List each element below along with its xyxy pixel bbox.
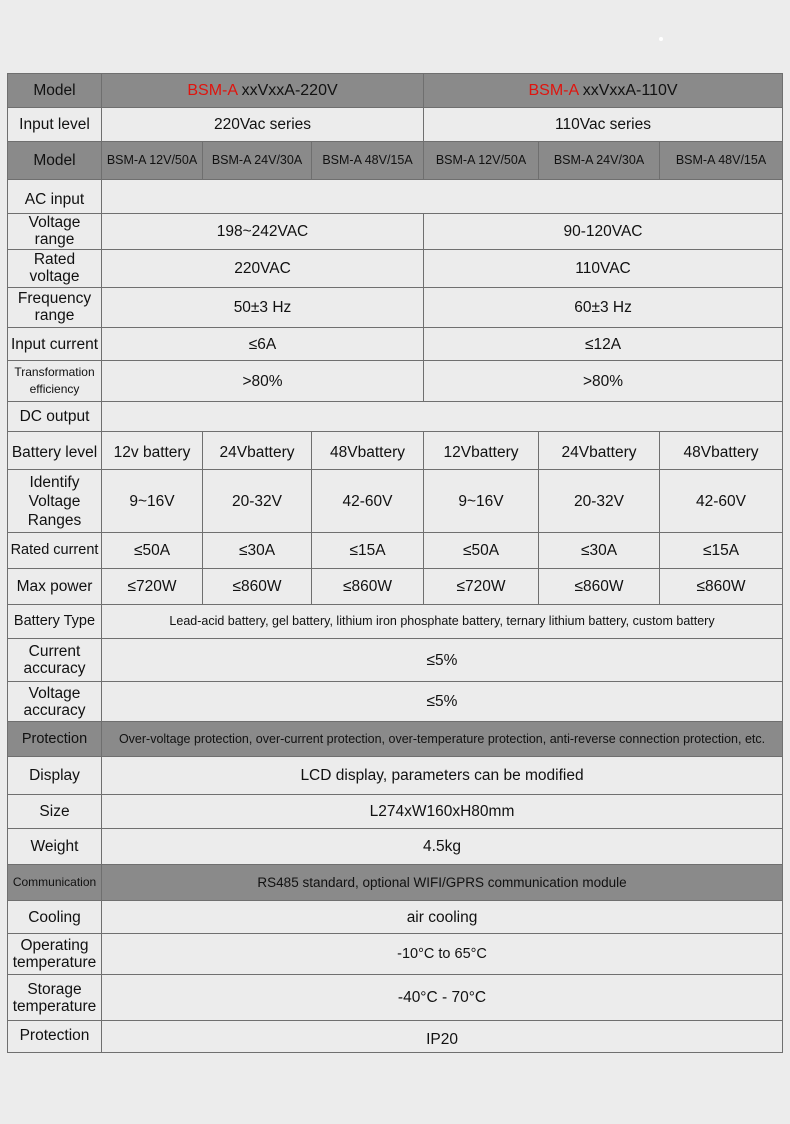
ac-input-row	[8, 180, 783, 213]
identify-range-cell: 20-32V	[203, 470, 312, 532]
storage-temp-row	[8, 975, 783, 1020]
max-power-cell: ≤860W	[539, 568, 660, 604]
model-sub-cell: BSM-A 12V/50A	[424, 142, 539, 180]
protection-row	[8, 722, 783, 756]
dc-output-blank	[102, 402, 783, 432]
efficiency-110: >80%	[424, 361, 783, 402]
rated-voltage-220: 220VAC	[102, 249, 424, 287]
display-value: LCD display, parameters can be modified	[102, 756, 783, 794]
model-sub-cell: BSM-A 24V/30A	[539, 142, 660, 180]
cooling-row	[8, 901, 783, 934]
model-sub-cell: BSM-A 48V/15A	[312, 142, 424, 180]
battery-level-cell: 48Vbattery	[312, 432, 424, 470]
rated-current-row	[8, 532, 783, 568]
max-power-cell: ≤860W	[312, 568, 424, 604]
identify-range-cell: 9~16V	[102, 470, 203, 532]
max-power-cell: ≤860W	[660, 568, 783, 604]
spec-table	[7, 73, 783, 1053]
operating-temp-row	[8, 934, 783, 975]
rated-current-cell: ≤50A	[102, 532, 203, 568]
battery-type-label: Battery Type	[8, 605, 102, 639]
brand-text: BSM-A	[528, 82, 579, 100]
battery-level-cell: 12v battery	[102, 432, 203, 470]
model-110v	[424, 74, 783, 108]
communication-row	[8, 865, 783, 901]
voltage-range-110: 90-120VAC	[424, 213, 783, 249]
voltage-accuracy-value: ≤5%	[102, 682, 783, 722]
voltage-accuracy-row	[8, 682, 783, 722]
model-sub-cell: BSM-A 12V/50A	[102, 142, 203, 180]
current-accuracy-row	[8, 639, 783, 682]
communication-label: Communication	[8, 865, 102, 901]
input-current-220: ≤6A	[102, 327, 424, 360]
size-label: Size	[8, 794, 102, 828]
current-accuracy-value: ≤5%	[102, 639, 783, 682]
battery-type-value: Lead-acid battery, gel battery, lithium iron phosphate battery, ternary lithium battery, custom battery	[102, 605, 783, 639]
identify-ranges-row	[8, 470, 783, 532]
ac-input-label: AC input	[8, 180, 102, 213]
dc-output-label: DC output	[8, 402, 102, 432]
efficiency-row	[8, 361, 783, 402]
display-row	[8, 756, 783, 794]
current-accuracy-label: Current accuracy	[8, 639, 102, 682]
model-220v	[102, 74, 424, 108]
input-level-220: 220Vac series	[102, 108, 424, 142]
operating-temp-label: Operating temperature	[8, 934, 102, 975]
battery-type-row	[8, 605, 783, 639]
display-label: Display	[8, 756, 102, 794]
model-sub-row	[8, 142, 783, 180]
max-power-cell: ≤720W	[102, 568, 203, 604]
size-row	[8, 794, 783, 828]
rated-voltage-110: 110VAC	[424, 249, 783, 287]
input-level-110: 110Vac series	[424, 108, 783, 142]
identify-range-cell: 9~16V	[424, 470, 539, 532]
weight-label: Weight	[8, 828, 102, 864]
communication-value: RS485 standard, optional WIFI/GPRS communication module	[102, 865, 783, 901]
weight-value: 4.5kg	[102, 828, 783, 864]
storage-temp-value: -40°C - 70°C	[102, 975, 783, 1020]
ip-protection-row	[8, 1020, 783, 1052]
dc-output-row	[8, 402, 783, 432]
input-level-label: Input level	[8, 108, 102, 142]
voltage-range-row	[8, 213, 783, 249]
frequency-range-110: 60±3 Hz	[424, 287, 783, 327]
brand-text: BSM-A	[187, 82, 238, 100]
model-label: Model	[8, 74, 102, 108]
voltage-accuracy-label: Voltage accuracy	[8, 682, 102, 722]
operating-temp-value: -10°C to 65°C	[102, 934, 783, 975]
efficiency-220: >80%	[102, 361, 424, 402]
input-current-row	[8, 327, 783, 360]
frequency-range-label: Frequency range	[8, 287, 102, 327]
identify-ranges-label: Identify Voltage Ranges	[8, 470, 102, 532]
weight-row	[8, 828, 783, 864]
size-value: L274xW160xH80mm	[102, 794, 783, 828]
protection-label: Protection	[8, 722, 102, 756]
identify-range-cell: 20-32V	[539, 470, 660, 532]
rated-current-cell: ≤30A	[539, 532, 660, 568]
storage-temp-label: Storage temperature	[8, 975, 102, 1020]
model-sub-cell: BSM-A 48V/15A	[660, 142, 783, 180]
efficiency-label: Transformation efficiency	[8, 361, 102, 402]
frequency-range-row	[8, 287, 783, 327]
voltage-range-label: Voltage range	[8, 213, 102, 249]
rated-current-cell: ≤15A	[660, 532, 783, 568]
battery-level-cell: 48Vbattery	[660, 432, 783, 470]
rated-current-cell: ≤50A	[424, 532, 539, 568]
rated-current-cell: ≤15A	[312, 532, 424, 568]
model-suffix: xxVxxA-220V	[237, 82, 338, 100]
max-power-cell: ≤860W	[203, 568, 312, 604]
input-level-row	[8, 108, 783, 142]
battery-level-cell: 24Vbattery	[539, 432, 660, 470]
max-power-cell: ≤720W	[424, 568, 539, 604]
identify-range-cell: 42-60V	[312, 470, 424, 532]
input-current-110: ≤12A	[424, 327, 783, 360]
voltage-range-220: 198~242VAC	[102, 213, 424, 249]
rated-voltage-label: Rated voltage	[8, 249, 102, 287]
cooling-value: air cooling	[102, 901, 783, 934]
input-current-label: Input current	[8, 327, 102, 360]
rated-current-label: Rated current	[8, 532, 102, 568]
max-power-label: Max power	[8, 568, 102, 604]
ip-protection-value: IP20	[102, 1020, 783, 1052]
battery-level-cell: 12Vbattery	[424, 432, 539, 470]
battery-level-label: Battery level	[8, 432, 102, 470]
rated-current-cell: ≤30A	[203, 532, 312, 568]
model-sub-cell: BSM-A 24V/30A	[203, 142, 312, 180]
max-power-row	[8, 568, 783, 604]
identify-range-cell: 42-60V	[660, 470, 783, 532]
cooling-label: Cooling	[8, 901, 102, 934]
battery-level-cell: 24Vbattery	[203, 432, 312, 470]
protection-value: Over-voltage protection, over-current protection, over-temperature protection, anti-reverse connection protection, etc.	[102, 722, 783, 756]
ac-input-blank	[102, 180, 783, 213]
ip-protection-label: Protection	[8, 1020, 102, 1052]
battery-level-row	[8, 432, 783, 470]
model-sub-label: Model	[8, 142, 102, 180]
decorative-dot	[659, 37, 663, 41]
frequency-range-220: 50±3 Hz	[102, 287, 424, 327]
model-row	[8, 74, 783, 108]
model-suffix: xxVxxA-110V	[578, 82, 678, 100]
rated-voltage-row	[8, 249, 783, 287]
